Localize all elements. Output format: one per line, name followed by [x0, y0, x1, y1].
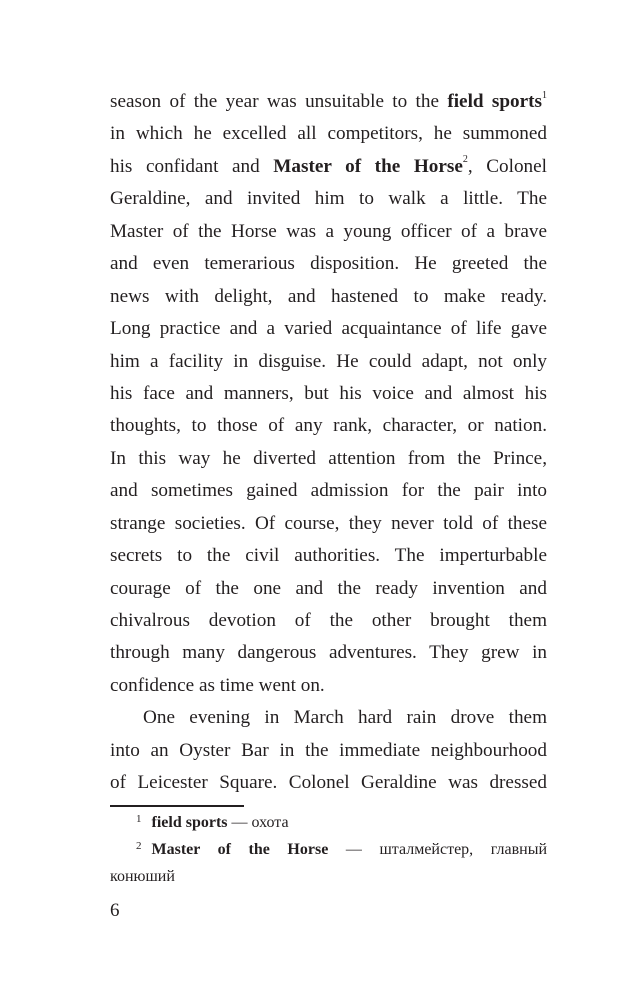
- term-master-of-the-horse: Master of the Horse: [273, 155, 463, 177]
- footnote-term: Master of the Horse: [151, 841, 329, 858]
- text-line: In this way he diverted attention from the Prince,: [110, 447, 547, 469]
- text-line: him a facility in disguise. He could adapt, not only: [110, 350, 547, 372]
- text-line: and even temerarious disposition. He greeted the: [110, 253, 547, 275]
- text-line: in which he excelled all competitors, he summoned: [110, 123, 547, 145]
- text-line: his face and manners, but his voice and almost his: [110, 382, 547, 404]
- text-line: strange societies. Of course, they never told of these: [110, 512, 547, 534]
- text-line: through many dangerous adventures. They grew in: [110, 642, 547, 664]
- text-line: confidence as time went on.: [110, 674, 325, 696]
- footnote-ref-1: 1: [542, 89, 548, 101]
- text-line: courage of the one and the ready invention and: [110, 577, 547, 599]
- footnote-number: 1: [136, 813, 142, 825]
- text-line: Long practice and a varied acquaintance of life gave: [110, 318, 547, 340]
- text-line: and sometimes gained admission for the pair into: [110, 480, 547, 502]
- text-line: into an Oyster Bar in the immediate neighbourhood: [110, 739, 547, 761]
- footnote-term: field sports: [151, 814, 228, 831]
- paragraph-start-line: One evening in March hard rain drove them: [143, 707, 547, 729]
- page-number: 6: [110, 900, 120, 921]
- term-field-sports: field sports: [447, 91, 543, 112]
- footnote-divider: [110, 805, 244, 807]
- body-text: [110, 86, 547, 800]
- text-line: of Leicester Square. Colonel Geraldine was dressed: [110, 772, 547, 794]
- footnote-number: 2: [136, 840, 142, 852]
- text-line: chivalrous devotion of the other brought them: [110, 610, 547, 631]
- footnote-translation: охота: [251, 814, 289, 831]
- text-line: Master of the Horse was a young officer of a brave: [110, 220, 547, 242]
- footnote-2-continuation: конюший: [110, 868, 175, 885]
- text-line: news with delight, and hastened to make ready.: [110, 285, 547, 307]
- footnote-2: $^2$ Master of the Horse — шталмейстер, главный: [136, 840, 548, 858]
- footnote-translation: шталмейстер, главный: [379, 841, 548, 858]
- text-line: his confidant and Master of the Horse$^2$, Colonel: [110, 154, 547, 177]
- text-line: secrets to the civil authorities. The imperturbable: [110, 545, 547, 567]
- text-line: season of the year was unsuitable to the field sports$^1$: [110, 89, 548, 112]
- footnotes: [110, 810, 547, 889]
- footnote-ref-2: 2: [462, 154, 468, 166]
- text-line: thoughts, to those of any rank, character, or nation.: [110, 415, 547, 437]
- footnote-1: $^1$ field sports — охота: [136, 813, 289, 831]
- text-line: Geraldine, and invited him to walk a little. The: [110, 188, 547, 210]
